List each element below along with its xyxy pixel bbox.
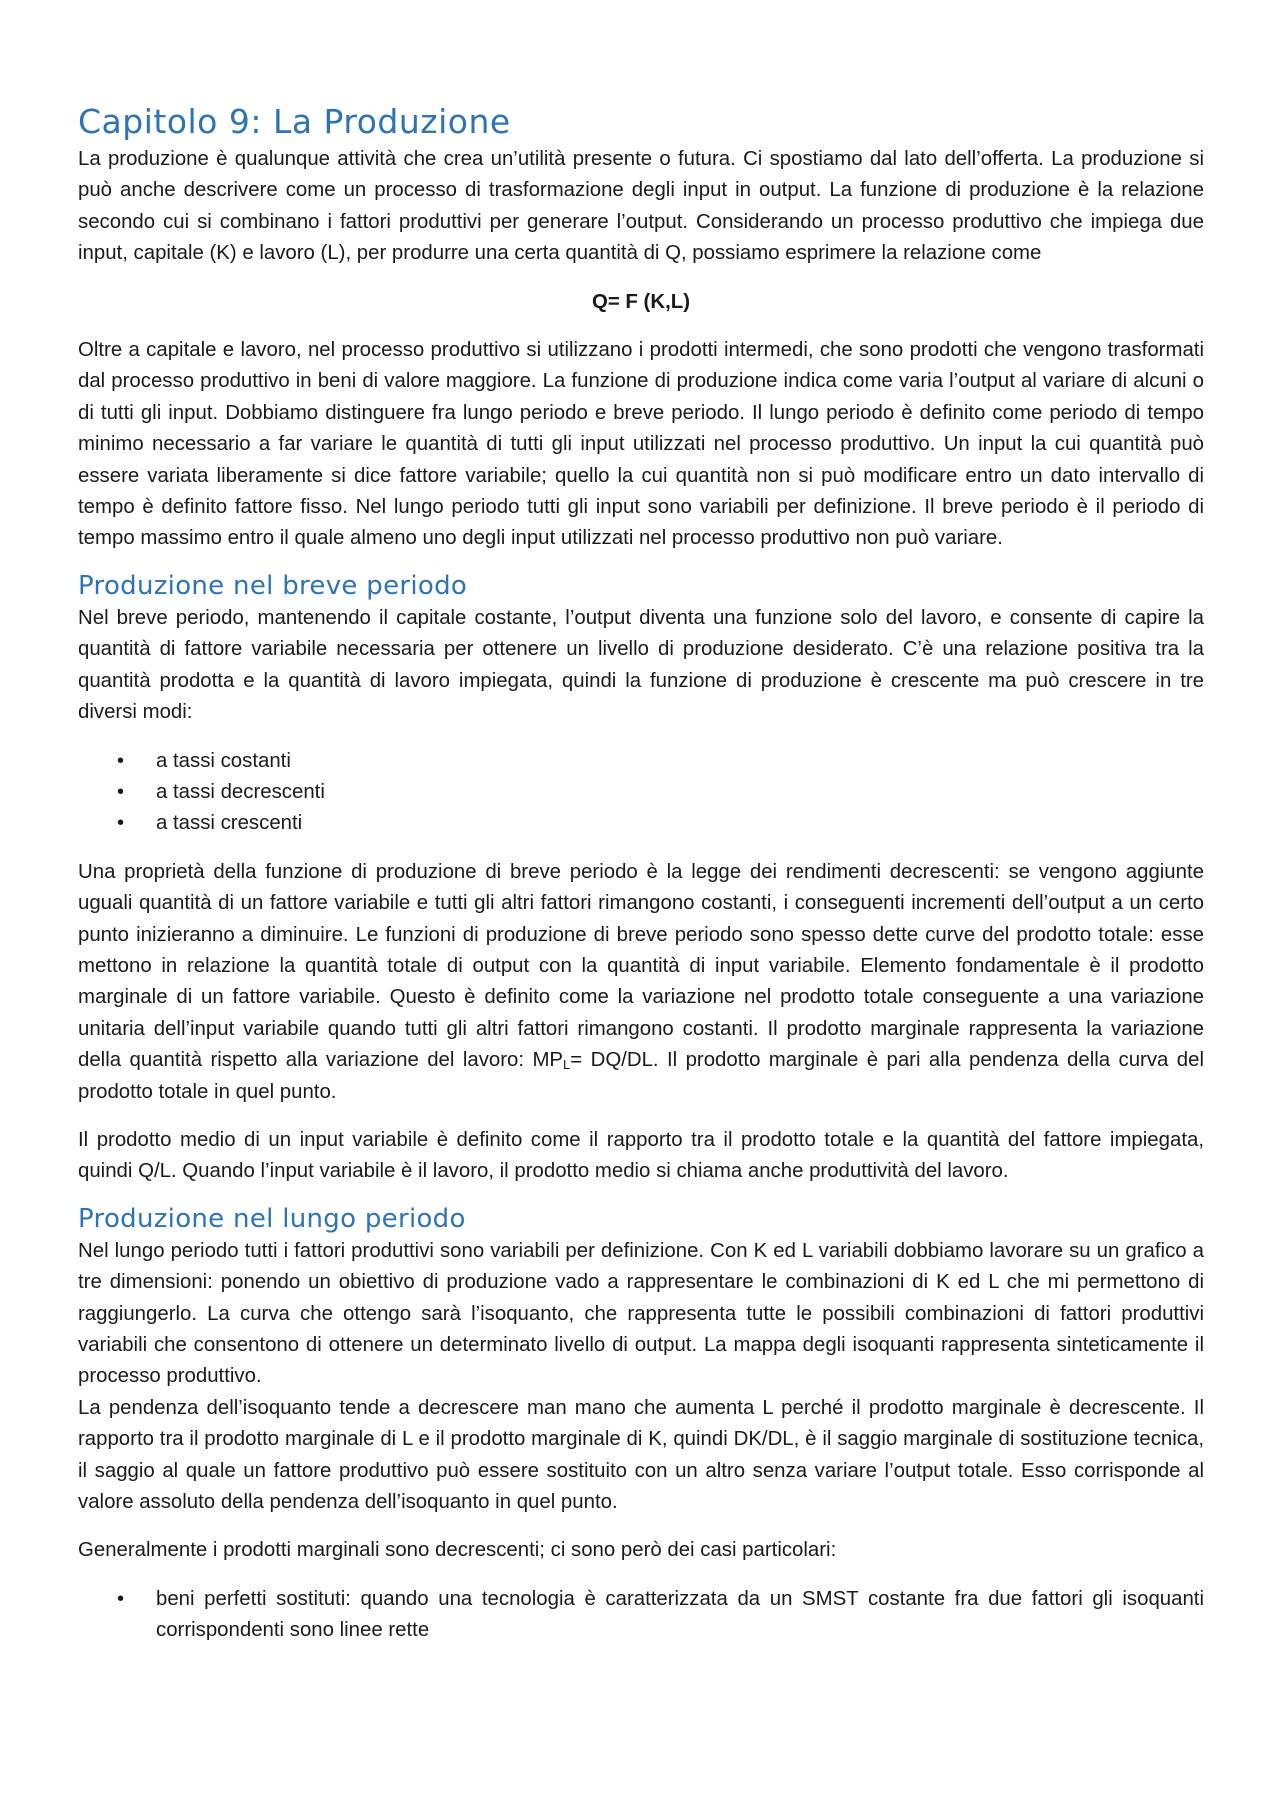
intro-paragraph-1: La produzione è qualunque attività che crea un’utilità presente o futura. Ci spostiamo dal lato dell’offerta. La produzione si può anche descrivere come un processo di trasformazione degli input in output. La funzione di produzione è la relazione secondo cui si combinano i fattori produttivi per generare l’output. Considerando un processo produttivo che impiega due input, capitale (K) e lavoro (L), per produrre una certa quantità di Q, possiamo esprimere la relazione come	[78, 148, 1204, 265]
short-run-paragraph-1: Nel breve periodo, mantenendo il capitale costante, l’output diventa una funzione solo del lavoro, e consente di capire la quantità di fattore variabile necessaria per ottenere un livello di produzione desiderato. C’è una relazione positiva tra la quantità prodotta e la quantità di lavoro impiegata, quindi la funzione di produzione è crescente ma può crescere in tre diversi modi:	[78, 606, 1204, 724]
chapter-title: Capitolo 9: La Produzione	[78, 102, 511, 141]
bullet-icon: •	[117, 812, 125, 835]
bullet-icon: •	[117, 780, 125, 803]
long-run-paragraph-2: La pendenza dell’isoquanto tende a decrescere man mano che aumenta L perché il prodotto marginale è decrescente. Il rapporto tra il prodotto marginale di L e il prodotto marginale di K, quindi DK/DL, è il saggio marginale di sostituzione tecnica, il saggio al quale un fattore produttivo può essere sostituito con un altro senza variare l’output totale. Esso corrisponde al valore assoluto della pendenza dell’isoquanto in quel punto.	[78, 1396, 1204, 1514]
intro-paragraph-2: Oltre a capitale e lavoro, nel processo produttivo si utilizzano i prodotti intermedi, che sono prodotti che vengono trasformati dal processo produttivo in beni di valore maggiore. La funzione di produzione indica come varia l’output al variare di alcuni o di tutti gli input. Dobbiamo distinguere fra lungo periodo e breve periodo. Il lungo periodo è definito come periodo di tempo minimo necessario a far variare le quantità di tutti gli input utilizzati nel processo produttivo. Un input la cui quantità può essere variata liberamente si dice fattore variabile; quello la cui quantità non si può modificare entro un dato intervallo di tempo è definito fattore fisso. Nel lungo periodo tutti gli input sono variabili per definizione. Il breve periodo è il periodo di tempo massimo entro il quale almeno uno degli input utilizzati nel processo produttivo non può variare.	[78, 339, 1204, 550]
bullet-icon: •	[117, 749, 125, 772]
document-page	[78, 100, 1204, 1664]
production-function-formula: Q= F (K,L)	[592, 290, 690, 313]
short-run-paragraph-2: Una proprietà della funzione di produzione di breve periodo è la legge dei rendimenti decrescenti: se vengono aggiunte uguali quantità di un fattore variabile e tutti gli altri fattori rimangono costanti, i conseguenti incrementi dell’output a un certo punto inizieranno a diminuire. Le funzioni di produzione di breve periodo sono spesso dette curve del prodotto totale: esse mettono in relazione la quantità totale di output con la quantità di input variabile. Elemento fondamentale è il prodotto marginale di un fattore variabile. Questo è definito come la variazione nel prodotto totale conseguente a una variazione unitaria dell’input variabile quando tutti gli altri fattori rimangono costanti. Il prodotto marginale rappresenta la variazione della quantità rispetto alla variazione del lavoro: $MP_L= DQ/DL$. Il prodotto marginale è pari alla pendenza della curva del prodotto totale in quel punto.	[78, 860, 1205, 1103]
long-run-paragraph-1: Nel lungo periodo tutti i fattori produttivi sono variabili per definizione. Con K ed L variabili dobbiamo lavorare su un grafico a tre dimensioni: ponendo un obiettivo di produzione vado a rappresentare le combinazioni di K ed L che mi permettono di raggiungerlo. La curva che ottengo sarà l’isoquanto, che rappresenta tutte le possibili combinazioni di fattori produttivi variabili che consentono di ottenere un determinato livello di output. La mappa degli isoquanti rappresenta sinteticamente il processo produttivo.	[78, 1239, 1204, 1388]
section-heading-long-run: Produzione nel lungo periodo	[78, 1203, 466, 1234]
list-item: • beni perfetti sostituti: quando una tecnologia è caratterizzata da un SMST costante fra due fattori gli isoquanti corrispondenti sono linee rette	[78, 1584, 1204, 1647]
long-run-paragraph-3: Generalmente i prodotti marginali sono decrescenti; ci sono però dei casi particolari:	[78, 1539, 837, 1562]
list-item: • a tassi decrescenti	[78, 777, 1204, 808]
subscript-l: L	[563, 1057, 571, 1073]
section-heading-short-run: Produzione nel breve periodo	[78, 570, 468, 601]
list-item: • a tassi costanti	[78, 746, 1204, 777]
short-run-paragraph-3: Il prodotto medio di un input variabile è definito come il rapporto tra il prodotto totale e la quantità del fattore impiegata, quindi Q/L. Quando l’input variabile è il lavoro, il prodotto medio si chiama anche produttività del lavoro.	[78, 1128, 1204, 1183]
growth-modes-list	[78, 746, 1204, 840]
special-cases-list	[78, 1584, 1204, 1647]
list-item: • a tassi crescenti	[78, 808, 1204, 839]
bullet-icon: •	[117, 1587, 125, 1610]
